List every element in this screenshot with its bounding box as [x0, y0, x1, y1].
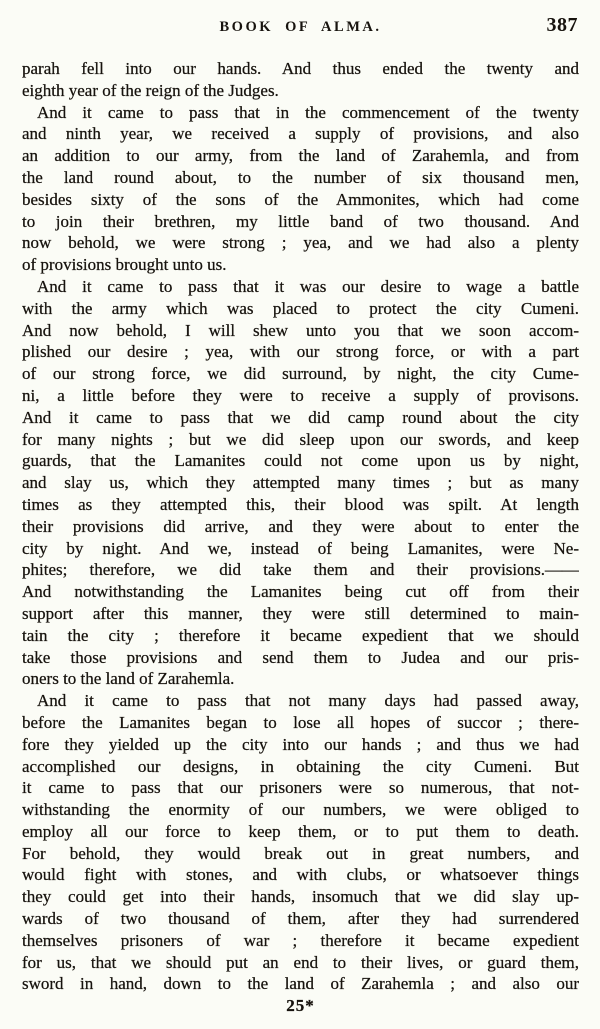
- text-line: For behold, they would break out in great numbers, and: [22, 843, 579, 863]
- text-line: themselves prisoners of war ; therefore it became expedient: [22, 930, 579, 950]
- text-line: for many nights ; but we did sleep upon our swords, and keep: [22, 429, 579, 449]
- paragraph: [22, 690, 579, 995]
- text-line: tain the city ; therefore it became expedient that we should: [22, 625, 579, 645]
- text-line: their provisions did arrive, and they were about to enter the: [22, 516, 579, 536]
- text-line: and slay us, which they attempted many times ; but as many: [22, 473, 579, 493]
- text-line: And it came to pass that it was our desire to wage a battle: [37, 276, 579, 296]
- text-line: And it came to pass that in the commencement of the twenty: [37, 102, 579, 122]
- paragraph: [22, 102, 579, 276]
- text-line: And it came to pass that not many days had passed away,: [37, 691, 579, 711]
- text-line: ni, a little before they were to receive a supply of provisons.: [22, 385, 579, 405]
- text-line: accomplished our designs, in obtaining the city Cumeni. But: [22, 756, 579, 776]
- text-line: eighth year of the reign of the Judges.: [22, 80, 279, 100]
- text-line: wards of two thousand of them, after they had surrendered: [22, 909, 579, 929]
- text-line: employ all our force to keep them, or to put them to death.: [22, 821, 579, 841]
- text-line: fore they yielded up the city into our hands ; and thus we had: [22, 734, 579, 754]
- text-line: would fight with stones, and with clubs, or whatsoever things: [22, 865, 579, 885]
- text-line: for us, that we should put an end to their lives, or guard them,: [22, 952, 579, 972]
- text-line: parah fell into our hands. And thus ended the twenty and: [22, 59, 579, 78]
- text-line: an addition to our army, from the land of Zarahemla, and from: [22, 146, 579, 166]
- text-line: of provisions brought unto us.: [22, 255, 227, 275]
- text-line: of our strong force, we did surround, by night, the city Cume-: [22, 364, 579, 384]
- page-number: 387: [546, 14, 578, 36]
- text-line: withstanding the enormity of our numbers, we were obliged to: [22, 800, 579, 820]
- text-line: city by night. And we, instead of being Lamanites, were Ne-: [22, 538, 579, 558]
- text-line: take those provisions and send them to Judea and our pris-: [22, 647, 579, 667]
- text-line: the land round about, to the number of six thousand men,: [22, 167, 579, 187]
- text-line: And notwithstanding the Lamanites being cut off from their: [22, 582, 579, 602]
- text-line: And now behold, I will shew unto you that we soon accom-: [22, 320, 579, 340]
- page-body: [22, 58, 579, 995]
- text-line: and ninth year, we received a supply of provisions, and also: [22, 124, 579, 144]
- running-head-title: BOOK OF ALMA.: [219, 19, 382, 35]
- text-line: with the army which was placed to protect the city Cumeni.: [22, 298, 579, 318]
- text-line: sword in hand, down to the land of Zarahemla ; and also our: [22, 974, 579, 994]
- text-line: they could get into their hands, insomuch that we did slay up-: [22, 887, 579, 907]
- running-head: [22, 14, 579, 37]
- text-line: support after this manner, they were still determined to main-: [22, 603, 579, 623]
- text-line: before the Lamanites began to lose all hopes of succor ; there-: [22, 712, 579, 732]
- signature-mark: 25*: [286, 996, 315, 1016]
- text-line: besides sixty of the sons of the Ammonites, which had come: [22, 189, 579, 209]
- text-line: times as they attempted this, their blood was spilt. At length: [22, 494, 579, 514]
- text-line: phites; therefore, we did take them and their provisions.——: [22, 560, 579, 580]
- paragraph: [22, 58, 579, 102]
- paragraph: [22, 276, 579, 690]
- text-line: plished our desire ; yea, with our strong force, or with a part: [22, 342, 579, 362]
- text-line: now behold, we were strong ; yea, and we had also a plenty: [22, 233, 579, 253]
- text-line: And it came to pass that we did camp round about the city: [22, 407, 579, 427]
- text-line: oners to the land of Zarahemla.: [22, 669, 235, 689]
- text-line: guards, that the Lamanites could not come upon us by night,: [22, 451, 579, 471]
- text-line: to join their brethren, my little band of two thousand. And: [22, 211, 579, 231]
- text-line: it came to pass that our prisoners were so numerous, that not-: [22, 778, 579, 798]
